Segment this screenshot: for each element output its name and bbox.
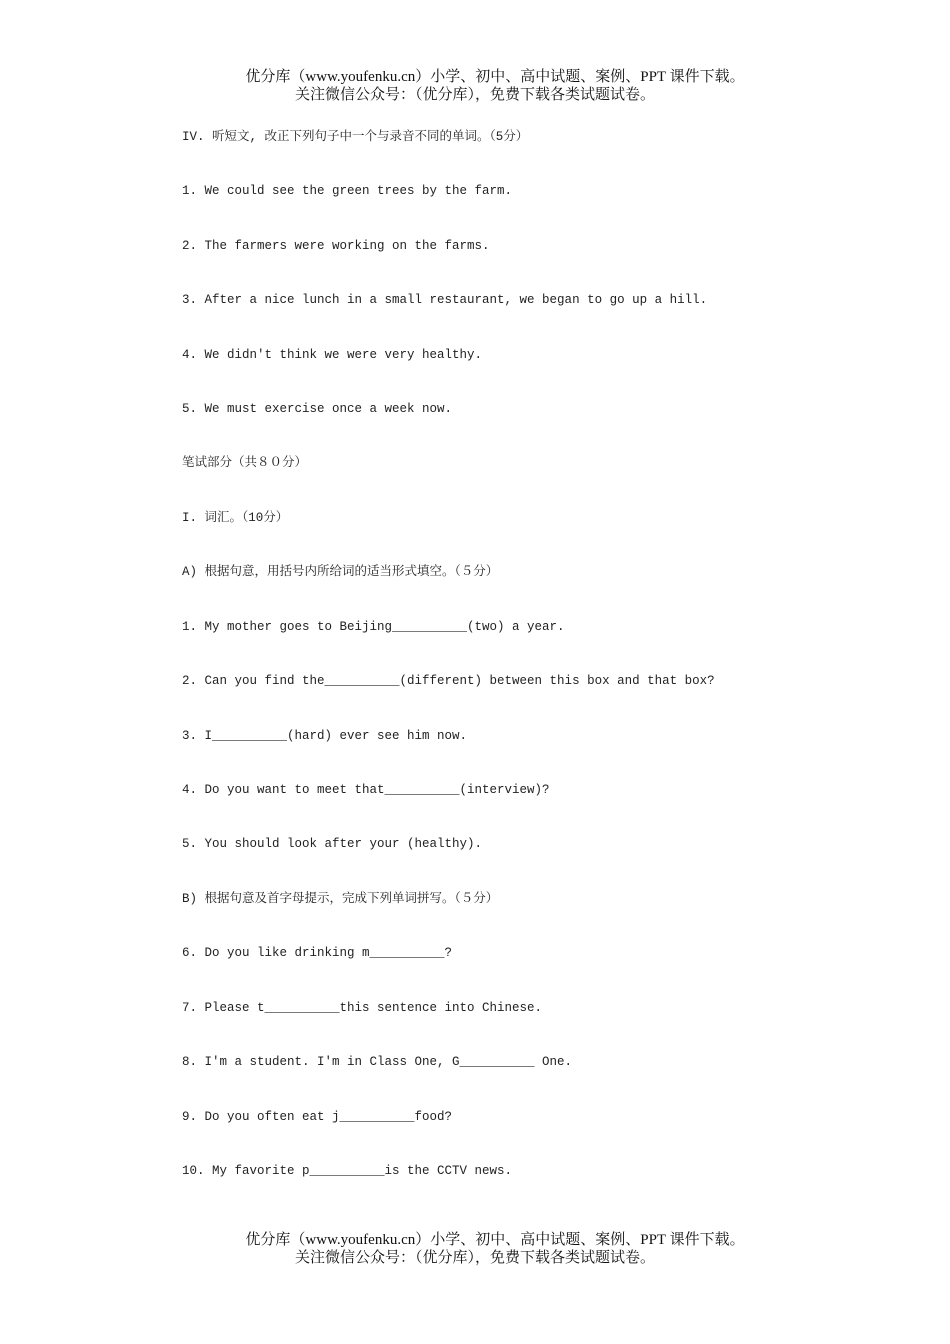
- part-b-instruction: B) 根据句意及首字母提示，完成下列单词拼写。（５分）: [182, 892, 499, 906]
- page-footer: [0, 1231, 950, 1267]
- vocab-item-1: 1. My mother goes to Beijing__________(two) a year.: [182, 620, 565, 634]
- vocab-item-3: 3. I__________(hard) ever see him now.: [182, 729, 468, 743]
- spelling-item-8: 8. I'm a student. I'm in Class One, G__________ One.: [182, 1055, 573, 1069]
- spelling-item-10: 10. My favorite p__________is the CCTV news.: [182, 1164, 513, 1178]
- listening-item-1: 1. We could see the green trees by the farm.: [182, 184, 513, 198]
- spelling-item-6: 6. Do you like drinking m__________?: [182, 946, 453, 960]
- section-written-heading: 笔试部分（共８０分）: [182, 456, 308, 470]
- footer-line-2: 关注微信公众号：（优分库），免费下载各类试题试卷。: [294, 1250, 655, 1266]
- listening-item-5: 5. We must exercise once a week now.: [182, 402, 453, 416]
- vocab-item-5: 5. You should look after your (healthy).: [182, 837, 483, 851]
- section-listening-correction: IV. 听短文, 改正下列句子中一个与录音不同的单词。（5分）: [182, 130, 529, 144]
- header-line-1: 优分库（www.youfenku.cn）小学、初中、高中试题、案例、PPT 课件下载。: [245, 69, 745, 85]
- listening-item-3: 3. After a nice lunch in a small restaurant, we began to go up a hill.: [182, 293, 708, 307]
- page-header: [0, 68, 950, 104]
- listening-item-2: 2. The farmers were working on the farms.: [182, 239, 490, 253]
- spelling-item-7: 7. Please t__________this sentence into Chinese.: [182, 1001, 543, 1015]
- vocab-item-2: 2. Can you find the__________(different) between this box and that box?: [182, 674, 715, 688]
- section-vocabulary-heading: I. 词汇。（10分）: [182, 511, 289, 525]
- part-a-instruction: A) 根据句意，用括号内所给词的适当形式填空。（５分）: [182, 565, 499, 579]
- listening-item-4: 4. We didn't think we were very healthy.: [182, 348, 483, 362]
- footer-line-1: 优分库（www.youfenku.cn）小学、初中、高中试题、案例、PPT 课件下载。: [245, 1232, 745, 1248]
- spelling-item-9: 9. Do you often eat j__________food?: [182, 1110, 453, 1124]
- vocab-item-4: 4. Do you want to meet that__________(interview)?: [182, 783, 550, 797]
- header-line-2: 关注微信公众号：（优分库），免费下载各类试题试卷。: [294, 87, 655, 103]
